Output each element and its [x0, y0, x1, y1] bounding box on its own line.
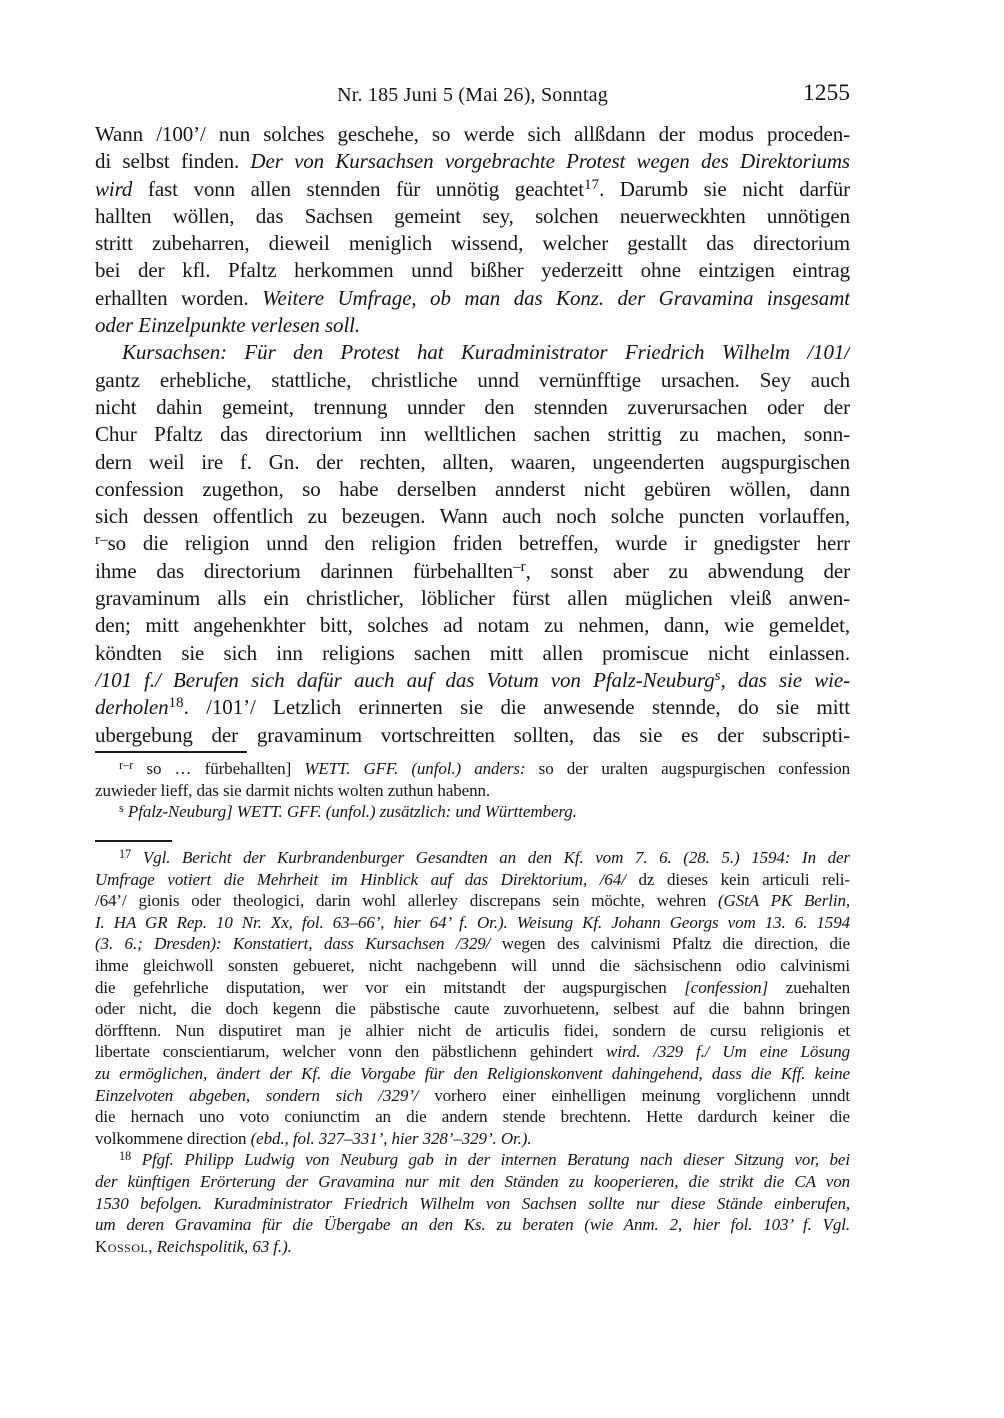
text-line: den; mitt angehenkhter bitt, solches ad notam zu nehmen, dann, wie gemeldet,	[95, 613, 850, 638]
text-line: wird fast vonn allen stennden für unnötig geachtet$^{17}$. Darumb sie nicht darfür	[95, 176, 850, 201]
text-line: oder nicht, die doch kegenn die päbstische caute zuvorhuetenn, selbest auf die bahnn bringen	[95, 999, 850, 1019]
text-line: zu ermöglichen, ändert der Kf. die Vorgabe für den Religionskonvent dahingehend, dass die Kff. keine	[95, 1063, 850, 1083]
text-line: der künftigen Erörterung der Gravamina nur mit den Ständen zu kooperieren, die strikt die CA von	[95, 1171, 850, 1191]
text-line: zuwieder lieff, das sie darmit nichts wolten zuthun habenn.	[95, 780, 491, 800]
text-line: ubergebung der gravaminum vortschreitten sollten, das sie es der subscripti-	[95, 722, 850, 747]
text-line: 1530 befolgen. Kuradministrator Friedrich Wilhelm von Sachsen sollte nur diese Stände einberufen,	[95, 1193, 850, 1213]
text-line: confession zugethon, so habe derselben annderst nicht gebüren wöllen, dann	[95, 476, 850, 501]
critical-apparatus	[95, 758, 850, 823]
text-line: Kursachsen: Für den Protest hat Kuradministrator Friedrich Wilhelm /101/	[122, 340, 850, 365]
text-line: bei der kfl. Pfaltz herkommen unnd bißher yederzeitt ohne eintzigen eintrag	[95, 258, 850, 283]
text-line: erhallten worden. Weitere Umfrage, ob man das Konz. der Gravamina insgesamt	[95, 285, 850, 310]
text-line: $^s$ Pfalz-Neuburg] WETT. GFF. (unfol.) zusätzlich: und Württemberg.	[119, 801, 577, 822]
text-line: köndten sie sich inn religions sachen mitt allen promiscue nicht einlassen.	[95, 640, 850, 665]
text-line: dern weil ire f. Gn. der rechten, allten, waaren, ungeenderten augspurgischen	[95, 449, 850, 474]
text-line: $^{r-}$so die religion unnd den religion friden betreffen, wurde ir gnedigster herr	[95, 531, 850, 556]
text-line: Umfrage votiert die Mehrheit im Hinblick auf das Direktorium, /64/ dz dieses kein articuli reli-	[95, 869, 850, 889]
text-line: gravaminum alls ein christlicher, löblicher fürst allen müglichen vleiß anwen-	[95, 586, 850, 611]
text-line: sich dessen offentlich zu bezeugen. Wann auch noch solche puncten vorlauffen,	[95, 504, 850, 529]
text-line: Chur Pfaltz das directorium inn welltlichen sachen strittig zu machen, sonn-	[95, 422, 850, 447]
text-line: stritt zubeharren, dieweil meniglich wissend, welcher gestallt das directorium	[95, 231, 850, 256]
text-line: Einzelvoten abgeben, sondern sich /329’/ vorhero einer einhelligen meinung vorglichenn unndt	[95, 1085, 850, 1105]
text-line: Kossol, Reichspolitik, 63 f.).	[95, 1236, 292, 1256]
text-line: $^{18}$ Pfgf. Philipp Ludwig von Neuburg gab in der internen Beratung nach dieser Sitzung vor, bei	[119, 1149, 850, 1170]
text-line: /64’/ gionis oder theologici, darin wohl allerley discrepans sein möchte, wehren (GStA PK Berlin,	[95, 891, 850, 911]
text-line: I. HA GR Rep. 10 Nr. Xx, fol. 63–66’, hier 64’ f. Or.). Weisung Kf. Johann Georgs vom 13. 6. 1594	[95, 912, 850, 932]
text-line: di selbst finden. Der von Kursachsen vorgebrachte Protest wegen des Direktoriums	[95, 149, 850, 174]
text-line: libertate conscientiarum, welcher vonn den päbstlichenn gehindert wird. /329 f./ Um eine Lösung	[95, 1042, 850, 1062]
page-header	[95, 80, 850, 114]
running-head: Nr. 185 Juni 5 (Mai 26), Sonntag	[337, 84, 608, 106]
page-number: 1255	[803, 80, 850, 106]
text-line: $^{r-r}$ so … fürbehallten] WETT. GFF. (unfol.) anders: so der uralten augspurgischen confession	[119, 758, 850, 778]
text-line: die gefehrliche disputation, wer vor ein mitstandt der augspurgischen [confession] zuehalten	[95, 977, 850, 997]
text-line: Wann /100’/ nun solches geschehe, so werde sich allßdann der modus proceden-	[95, 122, 850, 146]
text-line: die hernach uno voto coniunctim an die andern stende brechtenn. Hette dardurch keiner die	[95, 1107, 850, 1127]
text-line: ihme gleichwoll sonsten gebueret, nicht nachgebenn will unnd die sächsischenn odio calvinismi	[95, 955, 850, 975]
text-line: /101 f./ Berufen sich dafür auch auf das Votum von Pfalz-Neuburg$^s$, das sie wie-	[95, 667, 850, 692]
text-line: derholen$^{18}$. /101’/ Letzlich erinnerten sie die anwesende stennde, do sie mitt	[95, 695, 850, 720]
text-line: (3. 6.; Dresden): Konstatiert, dass Kursachsen /329/ wegen des calvinismi Pfaltz die direction, die	[95, 934, 850, 954]
body-text	[95, 121, 850, 749]
footnote-separator-rule	[95, 840, 172, 842]
text-line: ihme das directorium darinnen fürbehallten$^{-r}$, sonst aber zu abwendung der	[95, 558, 850, 583]
text-line: dörfftenn. Nun disputiret man je alhier nicht de articulis fidei, sondern de cursu religionis et	[95, 1020, 850, 1040]
text-line: gantz erhebliche, stattliche, christliche unnd vernünfftige ursachen. Sey auch	[95, 367, 850, 392]
text-line: um deren Gravamina für die Übergabe an den Ks. zu beraten (wie Anm. 2, hier fol. 103’ f. Vgl.	[95, 1215, 850, 1235]
text-line: oder Einzelpunkte verlesen soll.	[95, 313, 361, 338]
apparatus-separator-rule	[95, 751, 247, 753]
footnotes	[95, 847, 850, 1257]
text-line: nicht dahin gemeint, trennung unnder den stennden zuverursachen oder der	[95, 394, 850, 419]
text-line: $^{17}$ Vgl. Bericht der Kurbrandenburger Gesandten an den Kf. vom 7. 6. (28. 5.) 1594: In der	[119, 847, 850, 867]
text-line: volkommene direction (ebd., fol. 327–331’, hier 328’–329’. Or.).	[95, 1128, 532, 1148]
text-block	[95, 0, 850, 1418]
text-line: hallten wöllen, das Sachsen gemeint sey, solchen neuerweckhten unnötigen	[95, 203, 850, 228]
